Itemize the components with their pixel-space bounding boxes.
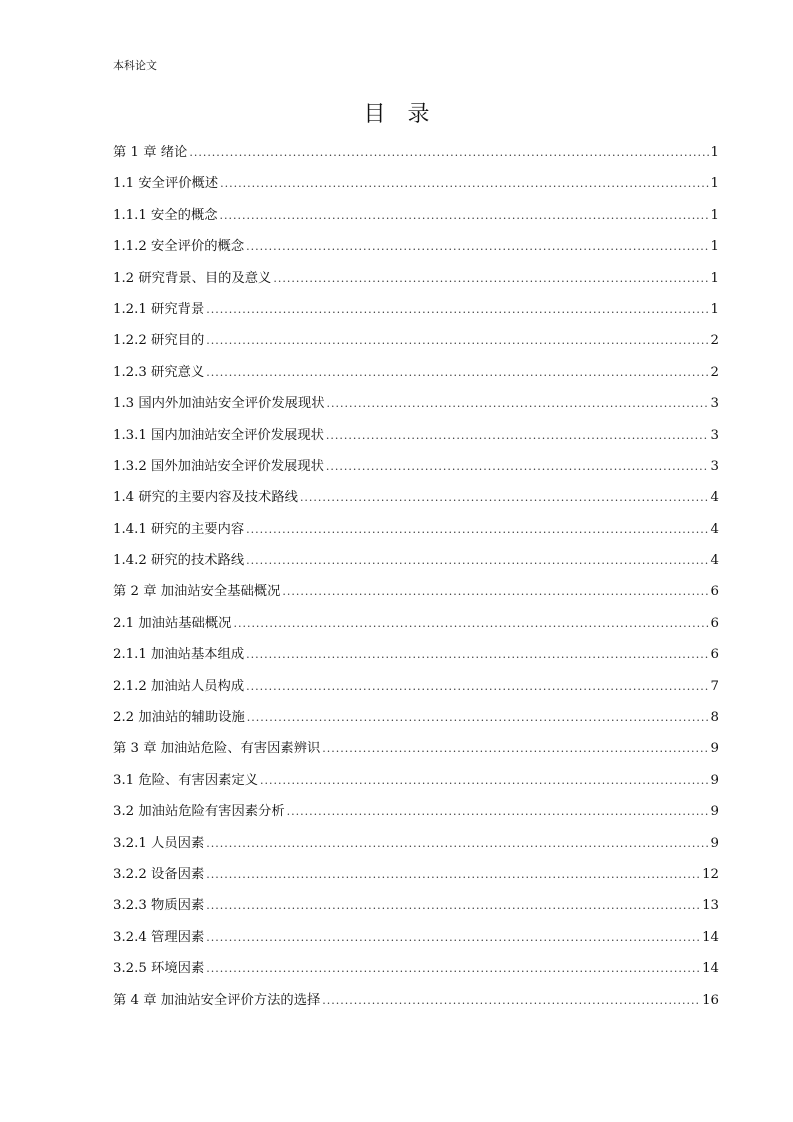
toc-entry[interactable] [113,299,719,330]
toc-page-number: 9 [710,741,719,757]
toc-entry-label: 1.3.1 国内加油站安全评价发展现状 [113,427,324,443]
toc-entry-label: 2.2 加油站的辅助设施 [113,710,245,726]
toc-dot-leader [206,833,708,855]
toc-page-number: 1 [710,176,719,192]
toc-entry-label: 3.2.4 管理因素 [113,929,205,945]
toc-entry-label: 1.2 研究背景、目的及意义 [113,270,272,286]
toc-entry[interactable] [113,142,719,173]
toc-entry-label: 1.2.3 研究意义 [113,364,205,380]
toc-page-number: 3 [710,427,719,443]
toc-page-number: 16 [702,992,719,1008]
toc-entry[interactable] [113,738,719,769]
toc-entry-label: 第 4 章 加油站安全评价方法的选择 [113,992,321,1008]
toc-entry[interactable] [113,707,719,738]
toc-page-number: 2 [710,364,719,380]
toc-entry[interactable] [113,613,719,644]
toc-dot-leader [206,958,700,980]
toc-page-number: 6 [710,647,719,663]
toc-entry[interactable] [113,425,719,456]
toc-page-number: 14 [702,961,719,977]
toc-dot-leader [206,895,700,917]
toc-page-number: 13 [702,898,719,914]
toc-dot-leader [189,142,708,164]
toc-entry-label: 2.1.1 加油站基本组成 [113,647,245,663]
toc-page-number: 1 [710,239,719,255]
toc-entry[interactable] [113,676,719,707]
toc-entry-label: 3.1 危险、有害因素定义 [113,772,259,788]
toc-entry-label: 第 2 章 加油站安全基础概况 [113,584,281,600]
toc-entry[interactable] [113,864,719,895]
toc-entry[interactable] [113,990,719,1021]
toc-entry[interactable] [113,236,719,267]
toc-entry-label: 1.1 安全评价概述 [113,176,219,192]
toc-entry-label: 1.2.2 研究目的 [113,333,205,349]
toc-dot-leader [300,487,709,509]
toc-dot-leader [273,268,708,290]
toc-entry-label: 第 3 章 加油站危险、有害因素辨识 [113,741,321,757]
toc-entry[interactable] [113,519,719,550]
toc-page-number: 6 [710,584,719,600]
toc-entry[interactable] [113,487,719,518]
toc-page-number: 12 [702,866,719,882]
toc-entry[interactable] [113,456,719,487]
toc-dot-leader [287,801,709,823]
toc-page-number: 14 [702,929,719,945]
toc-entry-label: 1.3.2 国外加油站安全评价发展现状 [113,458,324,474]
toc-dot-leader [326,456,709,478]
toc-dot-leader [206,299,708,321]
toc-entry[interactable] [113,833,719,864]
toc-page-number: 1 [710,301,719,317]
toc-dot-leader [206,927,700,949]
toc-dot-leader [246,550,708,572]
toc-dot-leader [220,173,708,195]
toc-entry-label: 2.1 加油站基础概况 [113,615,232,631]
toc-entry-label: 第 1 章 绪论 [113,145,188,160]
toc-page-number: 9 [710,835,719,851]
toc-page-number: 1 [710,270,719,286]
toc-entry[interactable] [113,770,719,801]
toc-page-number: 2 [710,333,719,349]
page-header: 本科论文 [113,59,157,72]
toc-entry[interactable] [113,550,719,581]
toc-entry-label: 1.1.1 安全的概念 [113,207,218,223]
toc-entry-label: 1.3 国内外加油站安全评价发展现状 [113,396,325,412]
toc-entry-label: 3.2.2 设备因素 [113,866,205,882]
toc-entry-label: 1.1.2 安全评价的概念 [113,239,245,255]
page-title: 目 录 [363,102,430,127]
toc-dot-leader [326,425,709,447]
toc-dot-leader [220,205,709,227]
toc-dot-leader [247,707,709,729]
toc-dot-leader [206,362,708,384]
toc-entry[interactable] [113,173,719,204]
toc-entry[interactable] [113,330,719,361]
toc-dot-leader [327,393,709,415]
toc-dot-leader [206,330,708,352]
toc-entry[interactable] [113,895,719,926]
toc-dot-leader [322,990,700,1012]
toc-entry[interactable] [113,958,719,989]
toc-page-number: 7 [710,678,719,694]
toc-page-number: 3 [710,458,719,474]
toc-entry-label: 3.2.5 环境因素 [113,961,205,977]
toc-page-number: 9 [710,772,719,788]
toc-dot-leader [246,519,708,541]
toc-dot-leader [246,676,708,698]
toc-entry[interactable] [113,644,719,675]
toc-entry-label: 3.2.3 物质因素 [113,898,205,914]
toc-entry-label: 1.4 研究的主要内容及技术路线 [113,490,298,506]
toc-page-number: 9 [710,804,719,820]
toc-page-number: 3 [710,396,719,412]
toc-entry[interactable] [113,268,719,299]
toc-page-number: 8 [710,710,719,726]
toc-entry[interactable] [113,801,719,832]
toc-entry[interactable] [113,205,719,236]
table-of-contents [113,142,719,1021]
toc-entry-label: 3.2.1 人员因素 [113,835,205,851]
toc-dot-leader [322,738,708,760]
toc-page-number: 4 [710,490,719,506]
toc-dot-leader [282,581,708,603]
toc-entry[interactable] [113,393,719,424]
toc-dot-leader [206,864,700,886]
toc-entry-label: 1.4.2 研究的技术路线 [113,553,245,569]
toc-dot-leader [233,613,708,635]
toc-dot-leader [246,236,708,258]
toc-entry[interactable] [113,581,719,612]
toc-entry[interactable] [113,362,719,393]
toc-page-number: 4 [710,553,719,569]
toc-entry-label: 2.1.2 加油站人员构成 [113,678,245,694]
toc-page-number: 1 [710,145,719,160]
toc-page-number: 1 [710,207,719,223]
toc-entry[interactable] [113,927,719,958]
toc-page-number: 6 [710,615,719,631]
toc-entry-label: 1.2.1 研究背景 [113,301,205,317]
toc-entry-label: 1.4.1 研究的主要内容 [113,521,245,537]
toc-entry-label: 3.2 加油站危险有害因素分析 [113,804,285,820]
toc-page-number: 4 [710,521,719,537]
toc-dot-leader [246,644,708,666]
toc-dot-leader [260,770,708,792]
